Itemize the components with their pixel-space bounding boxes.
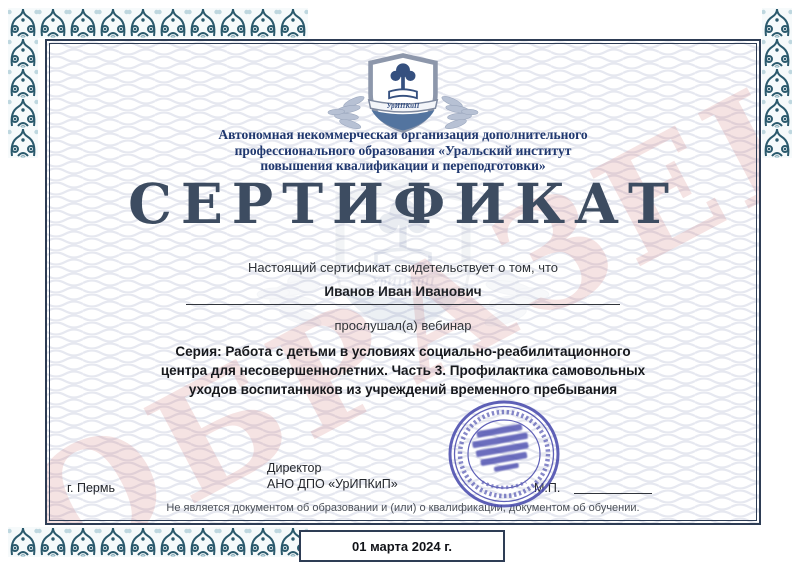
course-title [47, 342, 759, 399]
statement-text: Настоящий сертификат свидетельствует о том, что [247, 260, 559, 275]
signatory-organization: АНО ДПО «УрИПКиП» [267, 477, 398, 491]
signature-line [574, 493, 652, 494]
organization-name [47, 127, 759, 174]
ornament-border-top [8, 8, 308, 38]
recipient-name-rule [186, 304, 620, 305]
course-line: уходов воспитанников из учреждений временного пребывания [188, 382, 618, 397]
issue-date-box [299, 530, 505, 562]
organization-line: повышения квалификации и переподготовки» [260, 158, 546, 173]
city-label: г. Пермь [67, 481, 115, 495]
ornament-border-left [8, 8, 38, 158]
course-line: Серия: Работа с детьми в условиях социально-реабилитационного [175, 344, 631, 359]
emblem-banner-label: УрИПКиП [386, 101, 420, 110]
seal-placeholder-label: М.П. [534, 481, 561, 495]
ornament-border-right [762, 8, 792, 158]
issue-date: 01 марта 2024 г. [352, 538, 452, 554]
signatory-position: Директор [267, 461, 322, 475]
course-line: центра для несовершеннолетних. Часть 3. Профилактика самовольных [160, 363, 646, 378]
action-text: прослушал(а) вебинар [334, 318, 472, 333]
inner-frame [45, 39, 761, 525]
recipient-name: Иванов Иван Иванович [324, 284, 482, 299]
signatory-block [267, 460, 398, 492]
institute-emblem-icon [310, 49, 496, 137]
ornament-border-bottom [8, 527, 308, 557]
official-stamp-icon [446, 399, 562, 509]
certificate-title: СЕРТИФИКАТ [128, 171, 678, 236]
organization-line: Автономная некоммерческая организация дополнительного [218, 127, 588, 142]
disclaimer-text: Не является документом об образовании и (или) о квалификации, документом об обучении. [166, 502, 640, 514]
organization-line: профессионального образования «Уральский институт [234, 142, 572, 158]
